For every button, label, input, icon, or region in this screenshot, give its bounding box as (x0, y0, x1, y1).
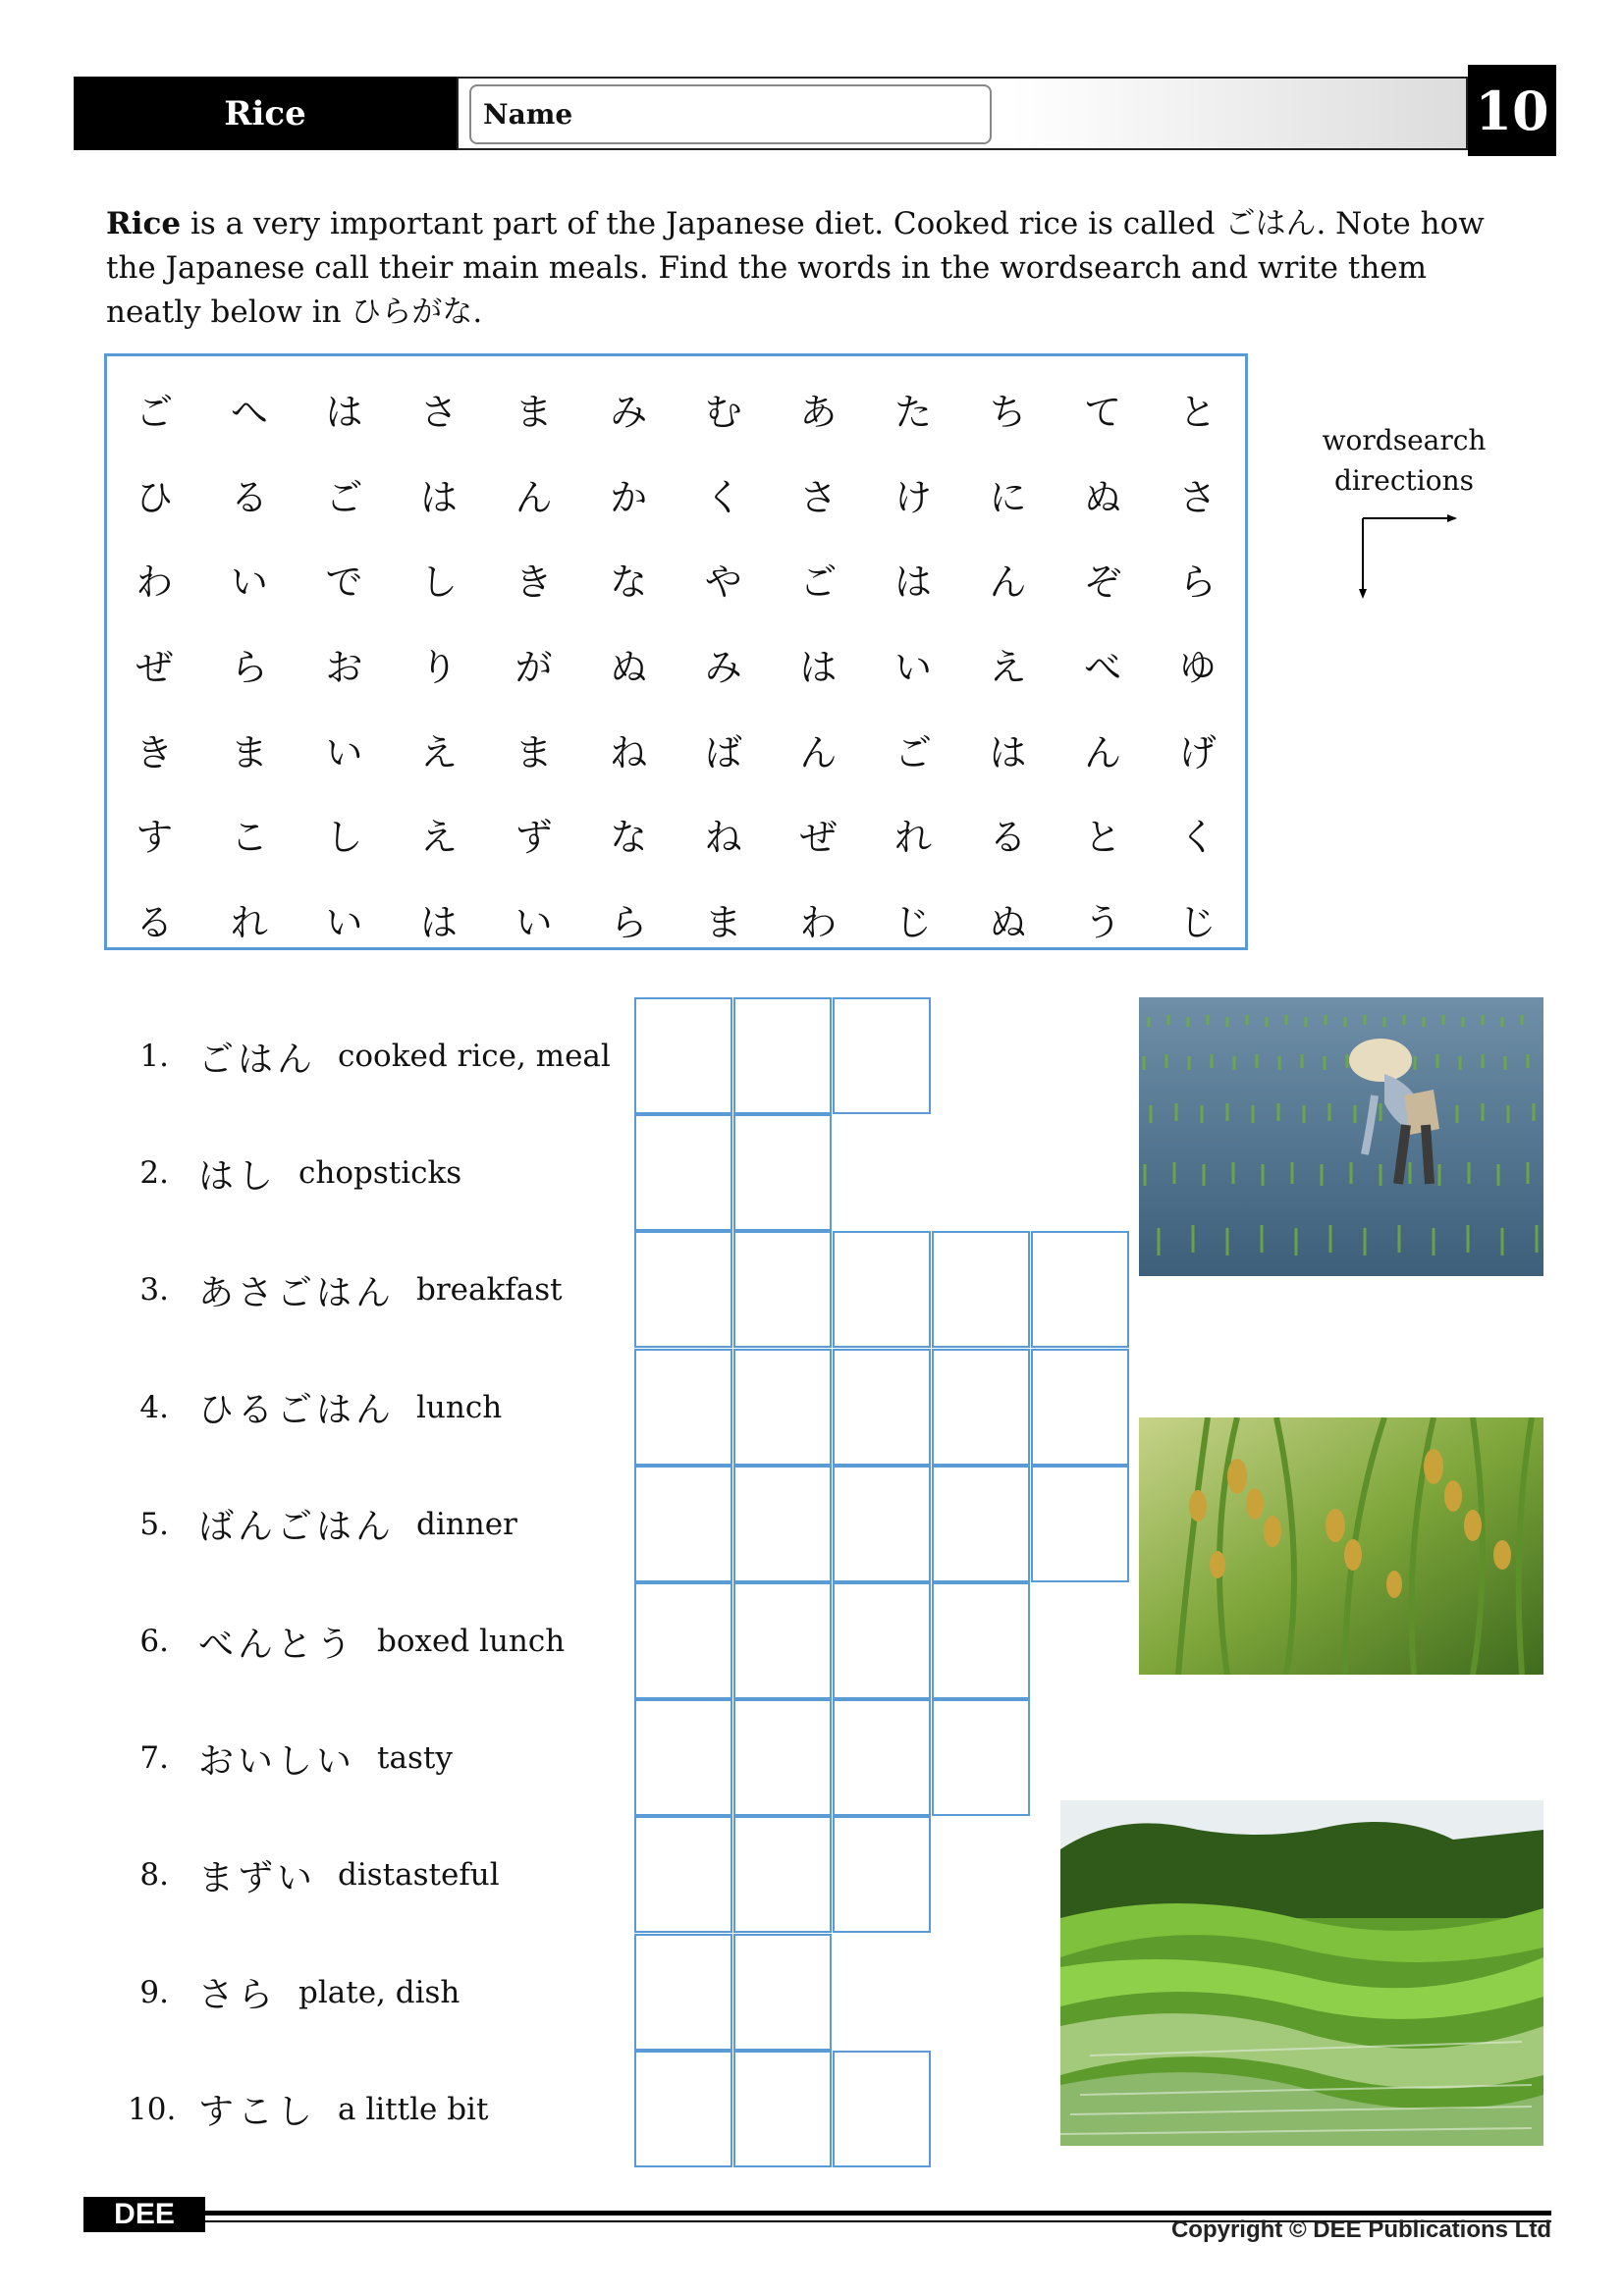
vocab-item (128, 1378, 502, 1437)
answer-box[interactable] (634, 1231, 732, 1348)
answer-box[interactable] (733, 1349, 832, 1466)
answer-box[interactable] (634, 1816, 732, 1933)
answer-box[interactable] (833, 2051, 931, 2167)
name-field[interactable] (469, 84, 992, 144)
wordsearch-cell[interactable]: と (1084, 816, 1122, 860)
wordsearch-cell[interactable]: ご (135, 390, 174, 434)
answer-box[interactable] (733, 997, 832, 1114)
wordsearch-cell[interactable]: い (325, 730, 363, 774)
wordsearch-cell[interactable]: ら (1178, 561, 1217, 605)
wordsearch-cell[interactable]: な (610, 816, 648, 860)
wordsearch-cell[interactable]: し (420, 561, 459, 605)
wordsearch-cell[interactable]: い (230, 561, 268, 605)
wordsearch-cell[interactable]: ぬ (1084, 475, 1122, 519)
answer-box[interactable] (733, 1582, 832, 1699)
answer-box[interactable] (733, 1231, 832, 1348)
worksheet-number: 10 (1468, 65, 1556, 156)
vocab-kana: べんとう (198, 1624, 356, 1665)
vocab-number: 6. (139, 1624, 169, 1659)
wordsearch-cell[interactable]: た (893, 390, 932, 434)
vocab-item (128, 1144, 461, 1202)
wordsearch-cell[interactable]: き (514, 561, 553, 605)
wordsearch-cell[interactable]: は (420, 900, 459, 944)
vocab-english: tasty (377, 1740, 453, 1777)
wordsearch-cell[interactable]: ん (989, 561, 1027, 605)
rice-stalks-photo (1139, 1417, 1543, 1675)
wordsearch-cell[interactable]: え (420, 816, 459, 860)
vocab-english: cooked rice, meal (338, 1039, 611, 1074)
directions-label (1301, 420, 1507, 501)
answer-box[interactable] (932, 1699, 1030, 1816)
answer-box[interactable] (1031, 1349, 1129, 1466)
vocab-english: plate, dish (298, 1974, 460, 2010)
vocab-item (128, 1612, 565, 1671)
wordsearch-cell[interactable]: い (325, 900, 363, 944)
answer-box[interactable] (634, 1114, 732, 1231)
wordsearch-cell[interactable]: は (420, 475, 459, 519)
vocab-number: 5. (139, 1506, 169, 1542)
wordsearch-cell[interactable]: じ (893, 900, 932, 944)
vocab-number: 2. (139, 1155, 169, 1192)
wordsearch-cell[interactable]: じ (1178, 900, 1217, 944)
answer-box[interactable] (733, 1699, 832, 1816)
answer-box[interactable] (733, 1114, 832, 1231)
wordsearch-cell[interactable]: ま (514, 390, 553, 434)
footer-rule (83, 2211, 1551, 2216)
wordsearch-cell[interactable]: り (420, 645, 459, 689)
answer-box[interactable] (833, 1816, 931, 1933)
wordsearch-cell[interactable]: れ (230, 900, 268, 944)
answer-box[interactable] (634, 1934, 732, 2051)
answer-box[interactable] (833, 1582, 931, 1699)
vocab-number: 10. (128, 2091, 177, 2127)
wordsearch-cell[interactable]: ば (704, 730, 742, 774)
wordsearch-cell[interactable]: さ (799, 475, 838, 519)
wordsearch-cell[interactable]: ご (325, 475, 363, 519)
name-label: Name (483, 98, 573, 131)
directions-label-line2: directions (1334, 464, 1474, 497)
vocab-english: a little bit (338, 2091, 489, 2127)
wordsearch-cell[interactable]: し (325, 816, 363, 860)
answer-box[interactable] (634, 1466, 732, 1582)
vocab-item (128, 2080, 488, 2139)
wordsearch (104, 353, 1248, 950)
wordsearch-cell[interactable]: ま (704, 900, 742, 944)
wordsearch-cell[interactable]: げ (1178, 730, 1217, 774)
answer-box[interactable] (1031, 1231, 1129, 1348)
wordsearch-cell[interactable]: な (610, 561, 648, 605)
rice-planting-photo (1139, 997, 1543, 1276)
rice-terraces-photo (1060, 1800, 1543, 2146)
wordsearch-cell[interactable]: い (514, 900, 553, 944)
vocab-kana: さら (198, 1975, 278, 2016)
directions-arrows-icon (1355, 510, 1463, 604)
wordsearch-cell[interactable]: ゆ (1178, 645, 1217, 689)
wordsearch-cell[interactable]: ね (610, 730, 648, 774)
wordsearch-cell[interactable]: ぞ (1084, 561, 1122, 605)
wordsearch-cell[interactable]: ぬ (989, 900, 1027, 944)
wordsearch-cell[interactable]: と (1178, 390, 1217, 434)
wordsearch-cell[interactable]: ち (989, 390, 1027, 434)
wordsearch-cell[interactable]: ね (704, 816, 742, 860)
wordsearch-cell[interactable]: ま (514, 730, 553, 774)
wordsearch-cell[interactable]: す (135, 816, 174, 860)
vocab-number: 1. (139, 1039, 169, 1074)
vocab-item (128, 1495, 517, 1554)
vocab-kana: あさごはん (198, 1272, 396, 1313)
answer-box[interactable] (833, 997, 931, 1114)
vocab-kana: ばんごはん (198, 1507, 396, 1548)
wordsearch-cell[interactable]: ら (230, 645, 268, 689)
answer-box[interactable] (932, 1582, 1030, 1699)
vocab-number: 3. (139, 1272, 169, 1308)
answer-box[interactable] (634, 1699, 732, 1816)
wordsearch-cell[interactable]: ん (799, 730, 838, 774)
wordsearch-cell[interactable]: ま (230, 730, 268, 774)
wordsearch-cell[interactable]: ん (514, 475, 553, 519)
wordsearch-cell[interactable]: わ (799, 900, 838, 944)
wordsearch-cell[interactable]: ら (610, 900, 648, 944)
answer-box[interactable] (833, 1349, 931, 1466)
wordsearch-cell[interactable]: て (1084, 390, 1122, 434)
vocab-number: 7. (139, 1740, 169, 1777)
vocab-kana: すこし (198, 2092, 317, 2133)
wordsearch-cell[interactable]: が (514, 645, 553, 689)
vocab-english: breakfast (416, 1272, 563, 1308)
footer-brand: DEE (83, 2197, 205, 2232)
intro-bold-word: Rice (106, 206, 182, 241)
vocab-item (128, 1027, 611, 1086)
wordsearch-cell[interactable]: れ (893, 816, 932, 860)
wordsearch-cell[interactable]: ん (1084, 730, 1122, 774)
wordsearch-cell[interactable]: く (704, 475, 742, 519)
answer-box[interactable] (932, 1349, 1030, 1466)
wordsearch-cell[interactable]: き (135, 730, 174, 774)
vocab-english: distasteful (338, 1857, 500, 1894)
directions-label-line1: wordsearch (1322, 424, 1487, 456)
vocab-item (128, 1845, 500, 1904)
answer-box[interactable] (932, 1466, 1030, 1582)
wordsearch-cell[interactable]: お (325, 645, 363, 689)
wordsearch-cell[interactable]: さ (1178, 475, 1217, 519)
vocab-item (128, 1260, 563, 1319)
wordsearch-cell[interactable]: く (1178, 816, 1217, 860)
answer-box[interactable] (932, 1231, 1030, 1348)
answer-box[interactable] (1031, 1466, 1129, 1582)
vocab-kana: ひるごはん (198, 1390, 396, 1431)
answer-box[interactable] (833, 1466, 931, 1582)
answer-box[interactable] (634, 1582, 732, 1699)
wordsearch-cell[interactable]: る (989, 816, 1027, 860)
vocab-item (128, 1963, 460, 2022)
wordsearch-cell[interactable]: べ (1084, 645, 1122, 689)
wordsearch-cell[interactable]: こ (230, 816, 268, 860)
wordsearch-cell[interactable]: ず (514, 816, 553, 860)
wordsearch-cell[interactable]: へ (230, 390, 268, 434)
answer-box[interactable] (833, 1699, 931, 1816)
answer-box[interactable] (634, 2051, 732, 2167)
wordsearch-cell[interactable]: ぜ (135, 645, 174, 689)
vocab-kana: まずい (198, 1857, 317, 1898)
wordsearch-cell[interactable]: は (325, 390, 363, 434)
vocab-english: chopsticks (298, 1155, 462, 1192)
wordsearch-cell[interactable]: あ (799, 390, 838, 434)
wordsearch-cell[interactable]: い (893, 645, 932, 689)
vocab-kana: おいしい (198, 1740, 356, 1782)
wordsearch-cell[interactable]: や (704, 561, 742, 605)
answer-box[interactable] (733, 1934, 832, 2051)
vocab-number: 4. (139, 1389, 169, 1425)
vocab-kana: はし (198, 1155, 278, 1197)
vocab-item (128, 1729, 453, 1788)
wordsearch-cell[interactable]: ご (799, 561, 838, 605)
wordsearch-cell[interactable]: み (704, 645, 742, 689)
wordsearch-cell[interactable]: み (610, 390, 648, 434)
answer-box[interactable] (733, 1816, 832, 1933)
wordsearch-cell[interactable]: え (989, 645, 1027, 689)
answer-box[interactable] (733, 2051, 832, 2167)
wordsearch-cell[interactable]: は (989, 730, 1027, 774)
worksheet-title: Rice (74, 77, 457, 150)
wordsearch-cell[interactable]: か (610, 475, 648, 519)
vocab-english: lunch (416, 1389, 503, 1425)
wordsearch-cell[interactable]: け (893, 475, 932, 519)
wordsearch-cell[interactable]: は (893, 561, 932, 605)
wordsearch-cell[interactable]: に (989, 475, 1027, 519)
wordsearch-cell[interactable]: ぜ (799, 816, 838, 860)
wordsearch-cell[interactable]: る (230, 475, 268, 519)
vocab-english: dinner (416, 1506, 517, 1542)
wordsearch-grid (107, 366, 1245, 962)
wordsearch-cell[interactable]: で (325, 561, 363, 605)
wordsearch-cell[interactable]: ぬ (610, 645, 648, 689)
answer-box[interactable] (634, 1349, 732, 1466)
wordsearch-cell[interactable]: む (704, 390, 742, 434)
wordsearch-cell[interactable]: ひ (135, 475, 174, 519)
intro-paragraph (106, 202, 1520, 335)
wordsearch-cell[interactable]: さ (420, 390, 459, 434)
wordsearch-cell[interactable]: わ (135, 561, 174, 605)
wordsearch-cell[interactable]: る (135, 900, 174, 944)
wordsearch-cell[interactable]: ご (893, 730, 932, 774)
vocab-number: 9. (139, 1974, 169, 2010)
intro-text: is a very important part of the Japanese diet. Cooked rice is called ごはん. Note how the Japanese call their main meals. Find the words in the wordsearch and write them neatly below in ひらがな. (106, 206, 1485, 330)
vocab-kana: ごはん (198, 1039, 317, 1080)
answer-box[interactable] (634, 997, 732, 1114)
wordsearch-cell[interactable]: う (1084, 900, 1122, 944)
answer-box[interactable] (833, 1231, 931, 1348)
wordsearch-cell[interactable]: は (799, 645, 838, 689)
vocab-english: boxed lunch (377, 1624, 566, 1659)
answer-box[interactable] (733, 1466, 832, 1582)
wordsearch-cell[interactable]: え (420, 730, 459, 774)
vocab-number: 8. (139, 1857, 169, 1894)
footer-copyright: Copyright © DEE Publications Ltd (1170, 2216, 1551, 2243)
